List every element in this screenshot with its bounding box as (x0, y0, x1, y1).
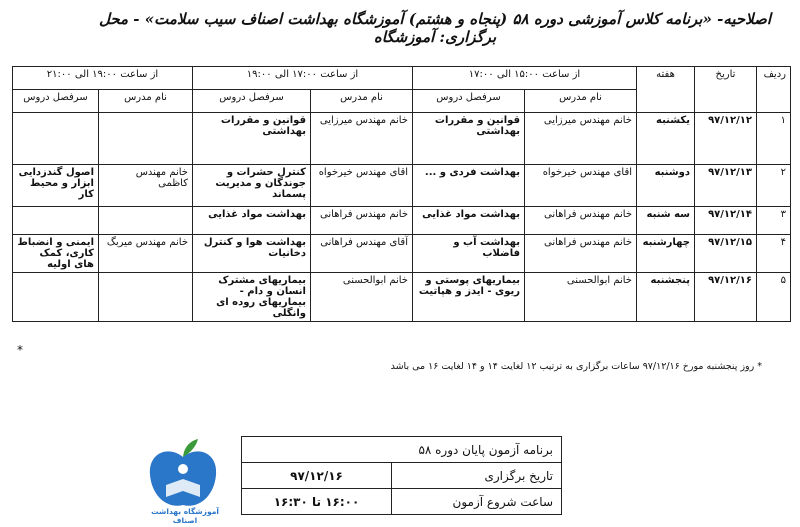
row-date: ۹۷/۱۲/۱۲ (695, 113, 757, 165)
row-no: ۳ (757, 207, 791, 235)
row-topic-1: بیماریهای پوستی و ریوی - ایدز و هپاتیت (413, 273, 525, 322)
row-topic-2: بهداشت هوا و کنترل دخانیات (193, 235, 311, 273)
exam-date-value: ۹۷/۱۲/۱۶ (242, 463, 392, 489)
row-topic-3 (13, 273, 99, 322)
exam-time-value: ۱۶:۰۰ تا ۱۶:۳۰ (242, 489, 392, 515)
header-slot-2: از ساعت ۱۷:۰۰ الی ۱۹:۰۰ (193, 67, 413, 90)
exam-table (241, 436, 562, 515)
exam-time-row (242, 489, 562, 515)
row-teacher-3 (99, 273, 193, 322)
row-teacher-2: آقای مهندس فراهانی (311, 235, 413, 273)
apple-shape (150, 451, 216, 505)
row-teacher-3 (99, 113, 193, 165)
row-teacher-1: خانم ابوالحسنی (525, 273, 637, 322)
row-topic-2: قوانین و مقررات بهداشتی (193, 113, 311, 165)
exam-title: برنامه آزمون پایان دوره ۵۸ (242, 437, 562, 463)
row-no: ۵ (757, 273, 791, 322)
header-weekday: هفته (637, 67, 695, 113)
header-slot-3: از ساعت ۱۹:۰۰ الی ۲۱:۰۰ (13, 67, 193, 90)
table-row (13, 235, 791, 273)
table-row (13, 273, 791, 322)
row-topic-1: بهداشت آب و فاضلاب (413, 235, 525, 273)
header-topic-1: سرفصل دروس (413, 90, 525, 113)
exam-time-label: ساعت شروع آزمون (392, 489, 562, 515)
row-day: سه شنبه (637, 207, 695, 235)
exam-title-row (242, 437, 562, 463)
row-topic-1: بهداشت فردی و ... (413, 165, 525, 207)
row-topic-3 (13, 113, 99, 165)
row-teacher-3 (99, 207, 193, 235)
header-row-1 (13, 67, 791, 90)
row-no: ۱ (757, 113, 791, 165)
row-topic-2: کنترل حشرات و جوندگان و مدیریت پسماند (193, 165, 311, 207)
row-teacher-2: اقای مهندس خیرخواه (311, 165, 413, 207)
exam-date-row (242, 463, 562, 489)
row-teacher-3: خانم مهندس میربگ (99, 235, 193, 273)
header-topic-2: سرفصل دروس (193, 90, 311, 113)
row-teacher-3: خانم مهندس کاظمی (99, 165, 193, 207)
row-topic-2: بهداشت مواد غذایی (193, 207, 311, 235)
table-row (13, 207, 791, 235)
row-no: ۴ (757, 235, 791, 273)
page-title: اصلاحیه- «برنامه کلاس آموزشی دوره ۵۸ (پنجاه و هشتم) آموزشگاه بهداشت اصناف سیب سلامت» - محل برگزاری: آموزشگاه (98, 10, 771, 46)
header-teacher-1: نام مدرس (525, 90, 637, 113)
header-row-no: ردیف (757, 67, 791, 113)
header-slot-1: از ساعت ۱۵:۰۰ الی ۱۷:۰۰ (413, 67, 637, 90)
row-teacher-1: اقای مهندس خیرخواه (525, 165, 637, 207)
header-teacher-3: نام مدرس (99, 90, 193, 113)
row-no: ۲ (757, 165, 791, 207)
row-date: ۹۷/۱۲/۱۶ (695, 273, 757, 322)
logo-caption: آموزشگاه بهداشت اصناف (151, 507, 219, 525)
table-row (13, 165, 791, 207)
row-day: دوشنبه (637, 165, 695, 207)
exam-date-label: تاریخ برگزاری (392, 463, 562, 489)
row-date: ۹۷/۱۲/۱۴ (695, 207, 757, 235)
row-teacher-2: خانم ابوالحسنی (311, 273, 413, 322)
row-teacher-2: خانم مهندس میرزایی (311, 113, 413, 165)
row-topic-3 (13, 207, 99, 235)
row-teacher-1: خانم مهندس میرزایی (525, 113, 637, 165)
row-teacher-1: خانم مهندس فراهانی (525, 235, 637, 273)
row-teacher-1: خانم مهندس فراهانی (525, 207, 637, 235)
header-topic-3: سرفصل دروس (13, 90, 99, 113)
footnote: * روز پنجشنبه مورخ ۹۷/۱۲/۱۶ ساعات برگزاری به ترتیب ۱۲ لغایت ۱۴ و ۱۴ لغایت ۱۶ می باشد (390, 361, 762, 372)
row-date: ۹۷/۱۲/۱۵ (695, 235, 757, 273)
row-topic-1: قوانین و مقررات بهداشتی (413, 113, 525, 165)
row-teacher-2: خانم مهندس فراهانی (311, 207, 413, 235)
header-teacher-2: نام مدرس (311, 90, 413, 113)
table-row (13, 113, 791, 165)
row-topic-3: اصول گندزدایی ابزار و محیط کار (13, 165, 99, 207)
row-topic-2: بیماریهای مشترک انسان و دام - بیماریهای روده ای وانگلی (193, 273, 311, 322)
schedule-table (12, 66, 791, 322)
row-day: یکشنبه (637, 113, 695, 165)
row-day: پنجشنبه (637, 273, 695, 322)
row-day: چهارشنبه (637, 235, 695, 273)
row-date: ۹۷/۱۲/۱۳ (695, 165, 757, 207)
row-topic-1: بهداشت مواد غذایی (413, 207, 525, 235)
person-head (178, 464, 188, 474)
header-date: تاریخ (695, 67, 757, 113)
row-topic-3: ایمنی و انضباط کاری، کمک های اولیه (13, 235, 99, 273)
bullet-mark: * (17, 343, 23, 357)
